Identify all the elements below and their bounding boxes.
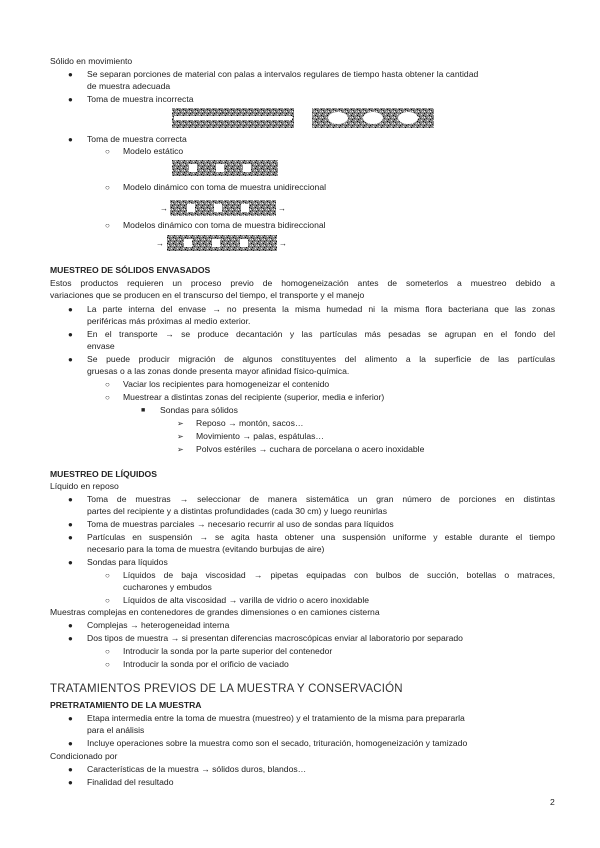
bullet-icon: ●: [68, 739, 73, 748]
bullet-icon: ●: [68, 714, 73, 723]
circle-bullet-icon: ○: [105, 221, 110, 230]
liquids-complex-label: Muestras complejas en contenedores de grandes dimensiones o en camiones cisterna: [50, 607, 380, 617]
dynamic-unidirectional-diagram: [160, 199, 288, 217]
liquids-bullet-3-line-1: Partículas en suspensión → se agita hasta obtener una suspensión uniforme y estable durante el tiempo: [87, 532, 555, 542]
treatment-bullet-1-line-1: Etapa intermedia entre la toma de muestra (muestreo) y el tratamiento de la misma para prepararla: [87, 713, 465, 723]
circle-bullet-icon: ○: [105, 393, 110, 402]
pretreatment-heading: PRETRATAMIENTO DE LA MUESTRA: [50, 700, 202, 710]
bullet-icon: ●: [68, 765, 73, 774]
bullet-icon: ●: [68, 330, 73, 339]
liquids-heading: MUESTREO DE LÍQUIDOS: [50, 469, 157, 479]
packaged-bullet-2-line-2: envase: [87, 341, 115, 351]
svg-text:→: →: [279, 239, 287, 248]
dynamic-bidirectional-label: Modelos dinámico con toma de muestra bidireccional: [123, 220, 326, 230]
bullet-icon: ●: [68, 621, 73, 630]
liquids-bullet-2: Toma de muestras parciales → necesario recurrir al uso de sondas para líquidos: [87, 519, 394, 529]
liquids-complex-bullet-2: Dos tipos de muestra → si presentan diferencias macroscópicas enviar al laboratorio por separado: [87, 633, 463, 643]
packaged-intro-line-2: variaciones que se producen en el transcurso del tiempo, el transporte y el manejo: [50, 290, 365, 300]
liquids-bullet-1-line-1: Toma de muestras → seleccionar de manera sistemática un gran número de porciones en distintas: [87, 494, 555, 504]
static-model-label: Modelo estático: [123, 146, 184, 156]
svg-text:→: →: [278, 204, 286, 213]
bullet-icon: ●: [68, 634, 73, 643]
bullet-icon: ●: [68, 305, 73, 314]
packaged-bullet-3-line-2: gruesas o a las zonas donde presenta mayor afinidad físico-química.: [87, 366, 350, 376]
sample-mark: x: [222, 110, 224, 115]
packaged-heading: MUESTREO DE SÓLIDOS ENVASADOS: [50, 265, 211, 275]
arrow-bullet-icon: ➢: [177, 445, 184, 454]
circle-bullet-icon: ○: [105, 571, 110, 580]
liquids-bullet-3-line-2: necesario para la toma de muestra (evitando burbujas de aire): [87, 544, 325, 554]
liquids-bullet-1-line-2: partes del recipiente y a distintas profundidades (cada 30 cm) y luego reunirlas: [87, 506, 387, 516]
packaged-bullet-3-line-1: Se puede producir migración de algunos constituyentes del alimento a la superficie de las partículas: [87, 354, 555, 364]
dynamic-unidirectional-label: Modelo dinámico con toma de muestra unidireccional: [123, 182, 327, 192]
solid-moving-bullet-3: Toma de muestra correcta: [87, 134, 187, 144]
bullet-icon: ●: [68, 70, 73, 79]
bullet-icon: ●: [68, 495, 73, 504]
static-model-diagram: [172, 160, 278, 176]
page-number: 2: [550, 797, 555, 807]
bullet-icon: ●: [68, 135, 73, 144]
bullet-icon: ●: [68, 95, 73, 104]
svg-text:→: →: [156, 239, 164, 248]
liquids-complex-sub-2: Introducir la sonda por el orificio de vaciado: [123, 659, 289, 669]
circle-bullet-icon: ○: [105, 660, 110, 669]
liquids-sub-1-line-1: Líquidos de baja viscosidad → pipetas equipadas con bulbos de succión, botellas o matraces,: [123, 570, 555, 580]
liquids-sub-1-line-2: cucharones y embudos: [123, 582, 212, 592]
bullet-icon: ●: [68, 355, 73, 364]
packaged-sub-1: Vaciar los recipientes para homogeneizar el contenido: [123, 379, 330, 389]
packaged-arrow-1: Reposo → montón, sacos…: [196, 418, 304, 428]
conditioned-bullet-1: Características de la muestra → sólidos duros, blandos…: [87, 764, 307, 774]
packaged-bullet-1-line-1: La parte interna del envase → no presenta la misma humedad ni la misma flora bacteriana que las zonas: [87, 304, 555, 314]
circle-bullet-icon: ○: [105, 147, 110, 156]
liquids-complex-bullet-1: Complejas → heterogeneidad interna: [87, 620, 230, 630]
svg-text:→: →: [160, 204, 168, 213]
conditioned-bullet-2: Finalidad del resultado: [87, 777, 174, 787]
packaged-sub-2: Muestrear a distintas zonas del recipiente (superior, media e inferior): [123, 392, 385, 402]
dynamic-bidirectional-diagram: [156, 235, 288, 251]
incorrect-sampling-diagram: [172, 107, 434, 129]
packaged-arrow-3: Polvos estériles → cuchara de porcelana o acero inoxidable: [196, 444, 425, 454]
circle-bullet-icon: ○: [105, 647, 110, 656]
conditioned-label: Condicionado por: [50, 751, 118, 761]
liquids-rest-label: Líquido en reposo: [50, 481, 119, 491]
packaged-subsub-1: Sondas para sólidos: [160, 405, 238, 415]
bullet-icon: ●: [68, 533, 73, 542]
circle-bullet-icon: ○: [105, 183, 110, 192]
packaged-bullet-2-line-1: En el transporte → se produce decantación y las partículas más pesadas se agrupan en el fondo del: [87, 329, 555, 339]
bullet-icon: ●: [68, 778, 73, 787]
liquids-sub-2: Líquidos de alta viscosidad → varilla de vidrio o acero inoxidable: [123, 595, 370, 605]
treatment-bullet-1-line-2: para el análisis: [87, 725, 145, 735]
treatment-title: TRATAMIENTOS PREVIOS DE LA MUESTRA Y CONSERVACIÓN: [50, 683, 403, 695]
circle-bullet-icon: ○: [105, 380, 110, 389]
solid-moving-bullet-1-line-1: Se separan porciones de material con palas a intervalos regulares de tiempo hasta obtener la cantidad: [87, 69, 479, 79]
square-bullet-icon: ■: [141, 407, 146, 414]
circle-bullet-icon: ○: [105, 596, 110, 605]
solid-moving-bullet-2: Toma de muestra incorrecta: [87, 94, 194, 104]
arrow-bullet-icon: ➢: [177, 432, 184, 441]
solid-moving-bullet-1-line-2: de muestra adecuada: [87, 81, 171, 91]
packaged-bullet-1-line-2: periféricas más próximas al medio exterior.: [87, 316, 251, 326]
packaged-arrow-2: Movimiento → palas, espátulas…: [196, 431, 325, 441]
packaged-intro-line-1: Estos productos requieren un proceso previo de homogeneización antes de someterlos a muestreo debido a: [50, 278, 555, 288]
arrow-bullet-icon: ➢: [177, 419, 184, 428]
bullet-icon: ●: [68, 558, 73, 567]
section-title-solid-moving: Sólido en movimiento: [50, 56, 133, 66]
liquids-complex-sub-1: Introducir la sonda por la parte superior del contenedor: [123, 646, 333, 656]
liquids-bullet-4: Sondas para líquidos: [87, 557, 168, 567]
treatment-bullet-2: Incluye operaciones sobre la muestra como son el secado, trituración, homogeneización y tamizado: [87, 738, 468, 748]
bullet-icon: ●: [68, 520, 73, 529]
